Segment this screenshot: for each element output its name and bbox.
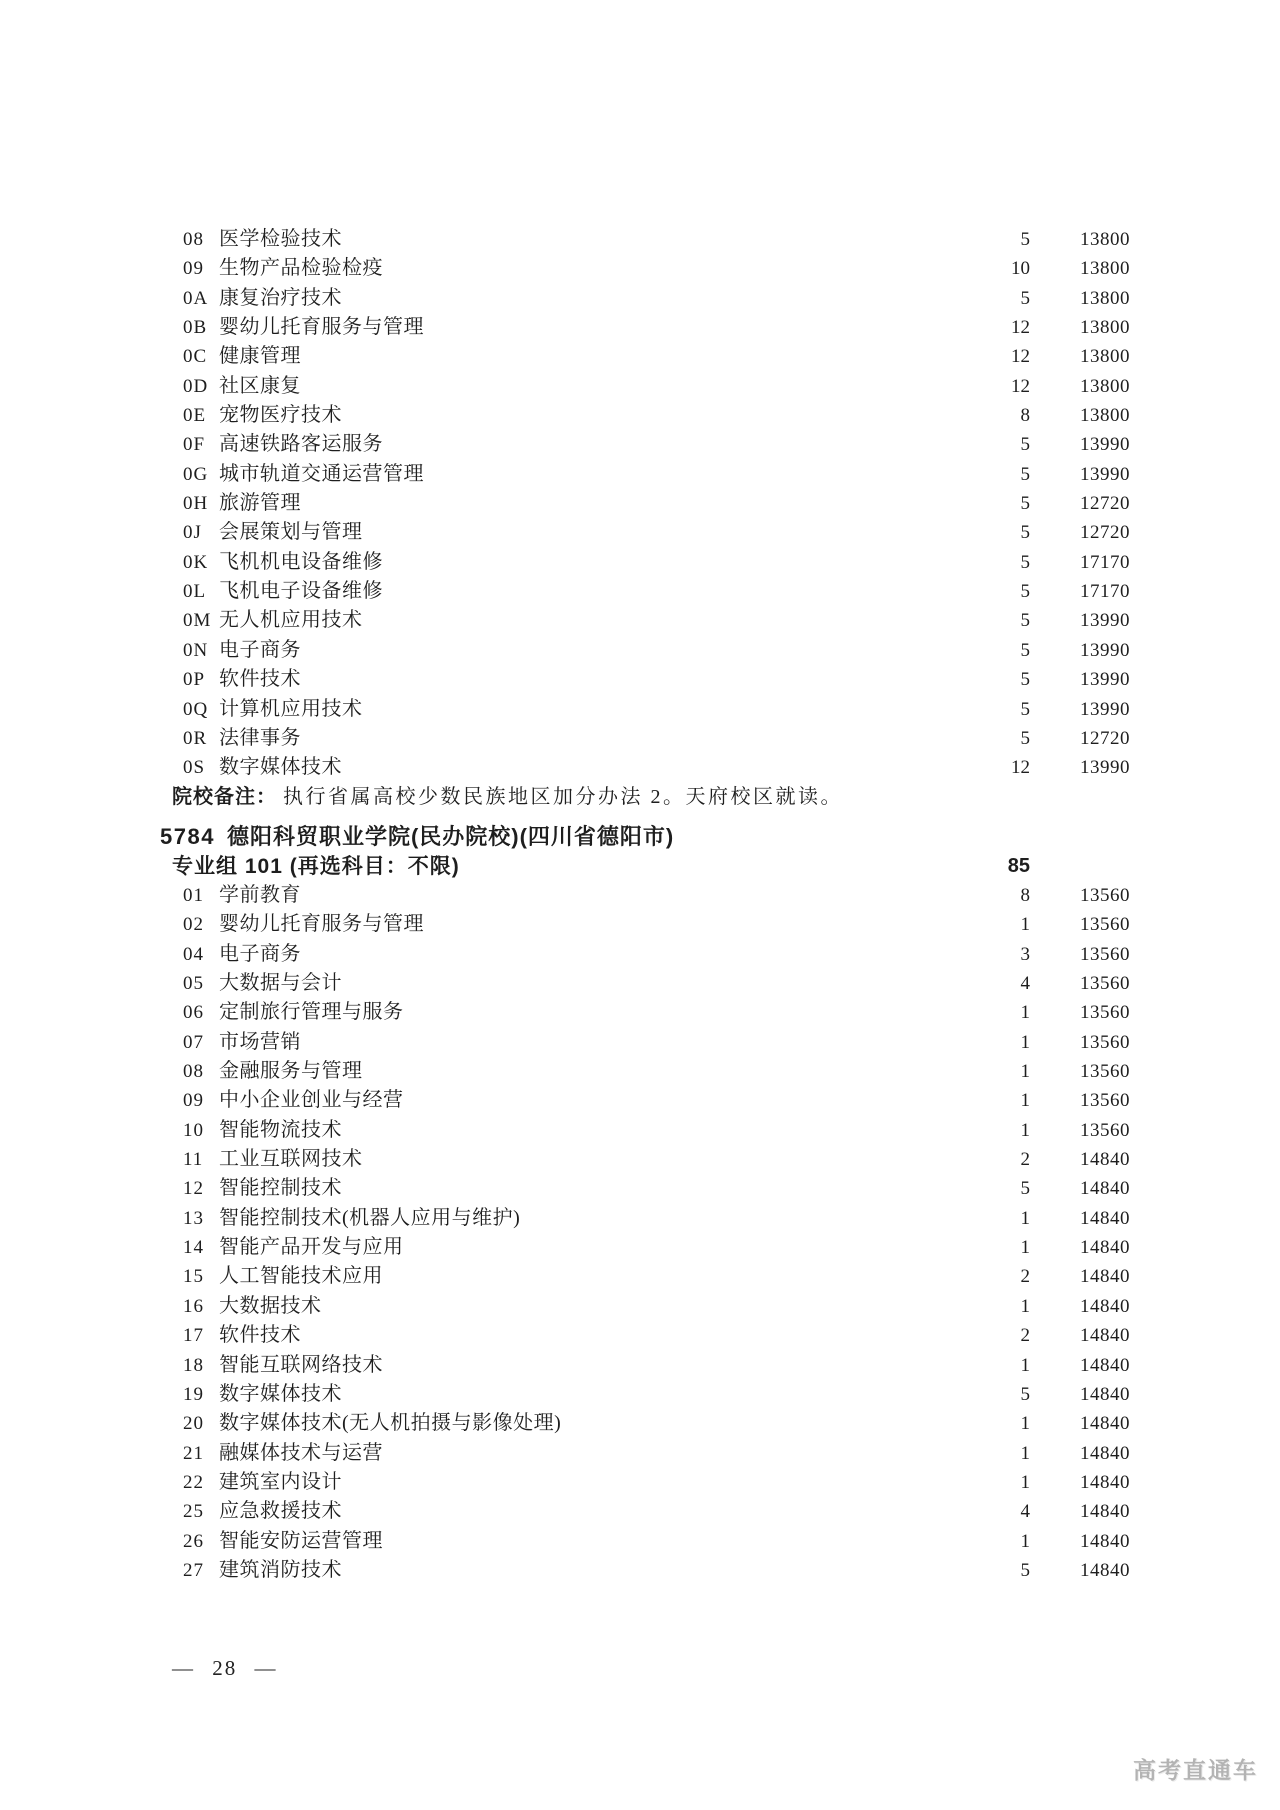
- major-row: [0, 910, 1280, 939]
- major-name: 智能产品开发与应用: [219, 1236, 404, 1259]
- major-name: 市场营销: [219, 1030, 301, 1053]
- major-name: 融媒体技术与运营: [219, 1441, 383, 1464]
- major-list-group: [0, 881, 1280, 1585]
- major-name: 智能物流技术: [219, 1118, 342, 1141]
- page-footer: — 28 —: [172, 1656, 278, 1680]
- major-quota: 5: [1020, 522, 1030, 544]
- major-fee: 13800: [1080, 258, 1130, 280]
- major-name: 婴幼儿托育服务与管理: [219, 316, 424, 339]
- major-group-label: 专业组 101 (再选科目：不限): [172, 854, 460, 878]
- major-code: 25: [183, 1501, 204, 1523]
- major-name: 数字媒体技术: [219, 1382, 342, 1405]
- major-fee: 14840: [1080, 1442, 1130, 1464]
- major-row: [0, 1556, 1280, 1585]
- major-row: [0, 548, 1280, 577]
- major-fee: 14840: [1080, 1149, 1130, 1171]
- major-fee: 14840: [1080, 1354, 1130, 1376]
- major-quota: 5: [1020, 551, 1030, 573]
- major-quota: 12: [1011, 346, 1030, 368]
- major-fee: 14840: [1080, 1530, 1130, 1552]
- major-row: [0, 460, 1280, 489]
- major-name: 建筑消防技术: [219, 1558, 342, 1581]
- institution-code: 5784: [160, 824, 215, 849]
- major-code: 0S: [183, 757, 206, 779]
- major-row: [0, 489, 1280, 518]
- major-row: [0, 1527, 1280, 1556]
- major-quota: 12: [1011, 375, 1030, 397]
- major-name: 健康管理: [219, 345, 301, 368]
- major-fee: 12720: [1080, 522, 1130, 544]
- major-quota: 5: [1020, 229, 1030, 250]
- major-row: [0, 1116, 1280, 1145]
- major-code: 01: [183, 885, 204, 906]
- major-row: [0, 636, 1280, 665]
- major-quota: 5: [1020, 610, 1030, 632]
- major-row: [0, 969, 1280, 998]
- major-code: 16: [183, 1295, 204, 1317]
- major-row: [0, 1380, 1280, 1409]
- major-quota: 5: [1020, 493, 1030, 515]
- major-quota: 1: [1020, 1031, 1030, 1053]
- major-quota: 8: [1020, 405, 1030, 427]
- major-quota: 1: [1020, 1119, 1030, 1141]
- major-name: 康复治疗技术: [219, 286, 342, 309]
- major-row: [0, 1351, 1280, 1380]
- major-fee: 13800: [1080, 287, 1130, 309]
- major-name: 大数据技术: [219, 1294, 322, 1317]
- major-name: 智能安防运营管理: [219, 1529, 383, 1552]
- major-fee: 14840: [1080, 1413, 1130, 1435]
- major-name: 应急救援技术: [219, 1500, 342, 1523]
- major-fee: 13560: [1080, 914, 1130, 936]
- major-code: 10: [183, 1119, 204, 1141]
- major-code: 0H: [183, 493, 209, 515]
- major-code: 26: [183, 1530, 204, 1552]
- major-quota: 5: [1020, 581, 1030, 603]
- major-quota: 5: [1020, 669, 1030, 691]
- major-row: [0, 518, 1280, 547]
- major-row: [0, 724, 1280, 753]
- major-name: 婴幼儿托育服务与管理: [219, 913, 424, 936]
- institution-note: [172, 783, 1220, 812]
- major-code: 13: [183, 1207, 204, 1229]
- major-code: 06: [183, 1002, 204, 1024]
- major-code: 09: [183, 1090, 204, 1112]
- major-name: 软件技术: [219, 1324, 301, 1347]
- major-code: 05: [183, 973, 204, 995]
- major-fee: 13560: [1080, 1119, 1130, 1141]
- major-code: 20: [183, 1413, 204, 1435]
- major-fee: 12720: [1080, 727, 1130, 749]
- major-fee: 14840: [1080, 1501, 1130, 1523]
- major-code: 0J: [183, 522, 202, 544]
- major-name: 智能控制技术(机器人应用与维护): [219, 1206, 521, 1229]
- major-code: 21: [183, 1442, 204, 1464]
- major-fee: 13800: [1080, 375, 1130, 397]
- major-code: 22: [183, 1471, 204, 1493]
- major-group-quota: 85: [1007, 854, 1030, 877]
- major-row: [0, 695, 1280, 724]
- major-fee: 13800: [1080, 229, 1130, 250]
- major-row: [0, 665, 1280, 694]
- major-row: [0, 1439, 1280, 1468]
- major-quota: 5: [1020, 698, 1030, 720]
- major-fee: 14840: [1080, 1207, 1130, 1229]
- major-row: [0, 284, 1280, 313]
- major-fee: 17170: [1080, 551, 1130, 573]
- major-fee: 13560: [1080, 885, 1130, 906]
- major-fee: 13990: [1080, 669, 1130, 691]
- institution-header: [160, 822, 1220, 851]
- major-row: [0, 1145, 1280, 1174]
- major-name: 会展策划与管理: [219, 521, 363, 544]
- major-code: 19: [183, 1383, 204, 1405]
- major-fee: 14840: [1080, 1325, 1130, 1347]
- major-quota: 3: [1020, 943, 1030, 965]
- major-quota: 1: [1020, 1090, 1030, 1112]
- major-fee: 14840: [1080, 1178, 1130, 1200]
- major-fee: 13800: [1080, 405, 1130, 427]
- major-fee: 13800: [1080, 317, 1130, 339]
- major-quota: 4: [1020, 1501, 1030, 1523]
- major-fee: 13990: [1080, 698, 1130, 720]
- major-name: 无人机应用技术: [219, 609, 363, 632]
- major-code: 0N: [183, 639, 209, 661]
- major-fee: 17170: [1080, 581, 1130, 603]
- major-name: 软件技术: [219, 668, 301, 691]
- major-row: [0, 577, 1280, 606]
- major-row: [0, 881, 1280, 910]
- major-code: 0M: [183, 610, 212, 632]
- major-row: [0, 1204, 1280, 1233]
- major-quota: 5: [1020, 1383, 1030, 1405]
- major-code: 27: [183, 1559, 204, 1581]
- major-row: [0, 1409, 1280, 1438]
- major-fee: 13990: [1080, 757, 1130, 779]
- major-quota: 1: [1020, 1295, 1030, 1317]
- major-fee: 14840: [1080, 1295, 1130, 1317]
- major-code: 08: [183, 1061, 204, 1083]
- major-fee: 13990: [1080, 434, 1130, 456]
- major-quota: 5: [1020, 434, 1030, 456]
- major-code: 0A: [183, 287, 209, 309]
- major-name: 生物产品检验检疫: [219, 257, 383, 280]
- major-fee: 12720: [1080, 493, 1130, 515]
- major-quota: 12: [1011, 757, 1030, 779]
- major-name: 城市轨道交通运营管理: [219, 462, 424, 485]
- major-fee: 13560: [1080, 1002, 1130, 1024]
- note-label: 院校备注：: [172, 786, 277, 808]
- major-quota: 2: [1020, 1325, 1030, 1347]
- major-name: 计算机应用技术: [219, 697, 363, 720]
- major-quota: 12: [1011, 317, 1030, 339]
- major-fee: 13560: [1080, 1061, 1130, 1083]
- major-name: 大数据与会计: [219, 972, 342, 995]
- major-quota: 1: [1020, 1207, 1030, 1229]
- major-name: 金融服务与管理: [219, 1060, 363, 1083]
- major-name: 飞机电子设备维修: [219, 580, 383, 603]
- major-row: [0, 430, 1280, 459]
- major-code: 18: [183, 1354, 204, 1376]
- major-name: 中小企业创业与经营: [219, 1089, 404, 1112]
- major-code: 08: [183, 229, 204, 250]
- major-quota: 1: [1020, 1471, 1030, 1493]
- major-name: 定制旅行管理与服务: [219, 1001, 404, 1024]
- major-name: 旅游管理: [219, 492, 301, 515]
- major-name: 建筑室内设计: [219, 1470, 342, 1493]
- major-fee: 14840: [1080, 1559, 1130, 1581]
- major-row: [0, 940, 1280, 969]
- major-name: 法律事务: [219, 726, 301, 749]
- major-code: 0R: [183, 727, 208, 749]
- major-quota: 1: [1020, 1530, 1030, 1552]
- major-code: 0K: [183, 551, 209, 573]
- major-fee: 14840: [1080, 1237, 1130, 1259]
- major-row: [0, 401, 1280, 430]
- major-row: [0, 1497, 1280, 1526]
- major-fee: 13990: [1080, 639, 1130, 661]
- major-row: [0, 606, 1280, 635]
- major-fee: 13990: [1080, 610, 1130, 632]
- major-name: 工业互联网技术: [219, 1148, 363, 1171]
- major-code: 14: [183, 1237, 204, 1259]
- major-row: [0, 1321, 1280, 1350]
- major-fee: 14840: [1080, 1266, 1130, 1288]
- major-name: 人工智能技术应用: [219, 1265, 383, 1288]
- major-code: 02: [183, 914, 204, 936]
- note-text: 执行省属高校少数民族地区加分办法 2。天府校区就读。: [283, 786, 843, 808]
- major-row: [0, 372, 1280, 401]
- major-code: 11: [183, 1149, 204, 1171]
- major-name: 数字媒体技术: [219, 756, 342, 779]
- major-list-top: [0, 225, 1280, 783]
- major-row: [0, 254, 1280, 283]
- major-name: 学前教育: [219, 884, 301, 906]
- major-name: 高速铁路客运服务: [219, 433, 383, 456]
- major-name: 智能互联网络技术: [219, 1353, 383, 1376]
- major-row: [0, 998, 1280, 1027]
- major-quota: 4: [1020, 973, 1030, 995]
- major-row: [0, 753, 1280, 782]
- major-row: [0, 1028, 1280, 1057]
- major-code: 17: [183, 1325, 204, 1347]
- major-code: 0G: [183, 463, 209, 485]
- major-quota: 2: [1020, 1149, 1030, 1171]
- major-quota: 5: [1020, 287, 1030, 309]
- major-code: 0D: [183, 375, 209, 397]
- major-code: 0L: [183, 581, 207, 603]
- major-fee: 14840: [1080, 1383, 1130, 1405]
- major-quota: 1: [1020, 1413, 1030, 1435]
- major-quota: 1: [1020, 1442, 1030, 1464]
- major-quota: 10: [1011, 258, 1030, 280]
- major-row: [0, 342, 1280, 371]
- major-name: 电子商务: [219, 942, 301, 965]
- major-code: 09: [183, 258, 204, 280]
- major-row: [0, 1086, 1280, 1115]
- major-quota: 1: [1020, 1237, 1030, 1259]
- major-name: 飞机机电设备维修: [219, 550, 383, 573]
- major-fee: 13560: [1080, 1090, 1130, 1112]
- major-fee: 13800: [1080, 346, 1130, 368]
- major-quota: 8: [1020, 885, 1030, 906]
- major-quota: 5: [1020, 1559, 1030, 1581]
- major-code: 15: [183, 1266, 204, 1288]
- major-row: [0, 1292, 1280, 1321]
- major-row: [0, 1262, 1280, 1291]
- major-code: 12: [183, 1178, 204, 1200]
- major-fee: 13560: [1080, 1031, 1130, 1053]
- major-quota: 1: [1020, 914, 1030, 936]
- major-quota: 2: [1020, 1266, 1030, 1288]
- major-row: [0, 313, 1280, 342]
- institution-name: 德阳科贸职业学院(民办院校)(四川省德阳市): [226, 824, 675, 849]
- major-row: [0, 1057, 1280, 1086]
- major-name: 宠物医疗技术: [219, 404, 342, 427]
- major-name: 社区康复: [219, 374, 301, 397]
- major-quota: 5: [1020, 1178, 1030, 1200]
- major-row: [0, 1174, 1280, 1203]
- major-quota: 1: [1020, 1061, 1030, 1083]
- major-name: 智能控制技术: [219, 1177, 342, 1200]
- major-fee: 13990: [1080, 463, 1130, 485]
- major-code: 04: [183, 943, 204, 965]
- major-fee: 13560: [1080, 973, 1130, 995]
- major-name: 电子商务: [219, 638, 301, 661]
- major-quota: 5: [1020, 463, 1030, 485]
- major-quota: 1: [1020, 1354, 1030, 1376]
- major-fee: 14840: [1080, 1471, 1130, 1493]
- major-code: 0B: [183, 317, 208, 339]
- major-group-header: [0, 852, 1280, 881]
- major-code: 0Q: [183, 698, 209, 720]
- major-code: 0C: [183, 346, 208, 368]
- major-row: [0, 225, 1280, 254]
- major-code: 0E: [183, 405, 207, 427]
- major-quota: 1: [1020, 1002, 1030, 1024]
- watermark: 高考直通车: [1133, 1757, 1258, 1783]
- major-name: 数字媒体技术(无人机拍摄与影像处理): [219, 1412, 562, 1435]
- major-row: [0, 1233, 1280, 1262]
- major-quota: 5: [1020, 639, 1030, 661]
- major-code: 0P: [183, 669, 206, 691]
- major-code: 07: [183, 1031, 204, 1053]
- major-quota: 5: [1020, 727, 1030, 749]
- major-code: 0F: [183, 434, 206, 456]
- major-fee: 13560: [1080, 943, 1130, 965]
- major-name: 医学检验技术: [219, 228, 342, 250]
- major-row: [0, 1468, 1280, 1497]
